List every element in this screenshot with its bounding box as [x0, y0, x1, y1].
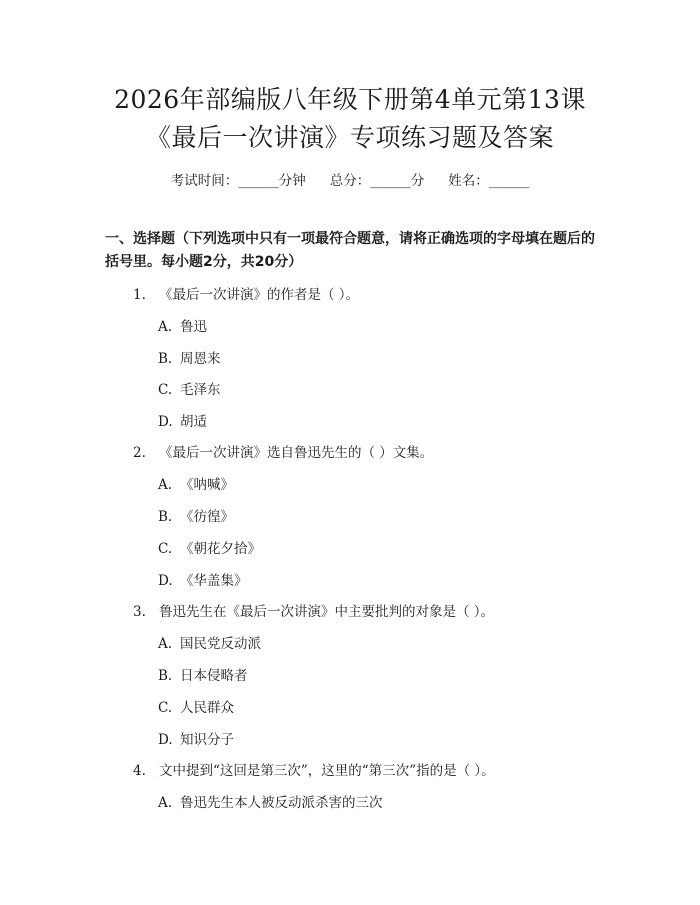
option-text: 胡适	[180, 414, 207, 430]
total-score-field: 总分：______分	[329, 173, 425, 189]
option-letter: A.	[158, 319, 173, 335]
question-4	[133, 759, 495, 779]
question-text: 文中提到“这回是第三次”，这里的“第三次”指的是（ ）。	[159, 763, 495, 779]
question-text: 《最后一次讲演》的作者是（ ）。	[159, 287, 360, 303]
section-1-heading: 一、选择题（下列选项中只有一项最符合题意，请将正确选项的字母填在题后的括号里。每小题2分，共20分）	[105, 231, 595, 270]
question-1-option-b	[158, 347, 221, 367]
question-2-option-c	[158, 537, 261, 557]
question-number: 4.	[133, 763, 146, 779]
option-text: 知识分子	[180, 732, 234, 748]
option-letter: C.	[158, 382, 173, 398]
option-text: 毛泽东	[180, 382, 221, 398]
question-1-option-d	[158, 410, 207, 430]
option-letter: A.	[158, 636, 173, 652]
option-letter: A.	[158, 477, 173, 493]
option-text: 《华盖集》	[180, 573, 248, 589]
question-number: 3.	[133, 604, 146, 620]
option-letter: D.	[158, 732, 173, 748]
student-name-field: 姓名：______	[448, 173, 530, 189]
question-3-option-a	[158, 632, 261, 652]
option-text: 《呐喊》	[180, 477, 234, 493]
option-letter: C.	[158, 541, 173, 557]
question-3	[133, 600, 494, 620]
option-letter: D.	[158, 573, 173, 589]
option-letter: D.	[158, 414, 173, 430]
question-1	[133, 283, 359, 303]
question-1-option-c	[158, 378, 221, 398]
question-3-option-d	[158, 728, 234, 748]
option-text: 国民党反动派	[180, 636, 261, 652]
option-text: 《彷徨》	[180, 509, 234, 525]
question-3-option-b	[158, 664, 248, 684]
option-letter: A.	[158, 795, 173, 811]
option-text: 周恩来	[180, 351, 221, 367]
option-letter: B.	[158, 351, 173, 367]
exam-info	[0, 169, 700, 189]
option-text: 《朝花夕拾》	[180, 541, 261, 557]
question-text: 鲁迅先生在《最后一次讲演》中主要批判的对象是（ ）。	[159, 604, 495, 620]
question-text: 《最后一次讲演》选自鲁迅先生的（ ）文集。	[159, 445, 434, 461]
question-number: 2.	[133, 445, 146, 461]
option-letter: C.	[158, 700, 173, 716]
option-letter: B.	[158, 668, 173, 684]
option-text: 鲁迅先生本人被反动派杀害的三次	[180, 795, 383, 811]
title-line-2: 《最后一次讲演》专项练习题及答案	[145, 123, 554, 152]
question-2	[133, 441, 433, 461]
option-letter: B.	[158, 509, 173, 525]
question-4-option-a	[158, 791, 383, 811]
question-2-option-a	[158, 473, 234, 493]
option-text: 鲁迅	[180, 319, 207, 335]
question-2-option-b	[158, 505, 234, 525]
question-3-option-c	[158, 696, 234, 716]
exam-time-field: 考试时间：______分钟	[170, 173, 306, 189]
title-line-1: 2026年部编版八年级下册第4单元第13课	[114, 85, 586, 114]
question-number: 1.	[133, 287, 146, 303]
question-1-option-a	[158, 315, 207, 335]
option-text: 日本侵略者	[180, 668, 248, 684]
option-text: 人民群众	[180, 700, 234, 716]
question-2-option-d	[158, 569, 248, 589]
